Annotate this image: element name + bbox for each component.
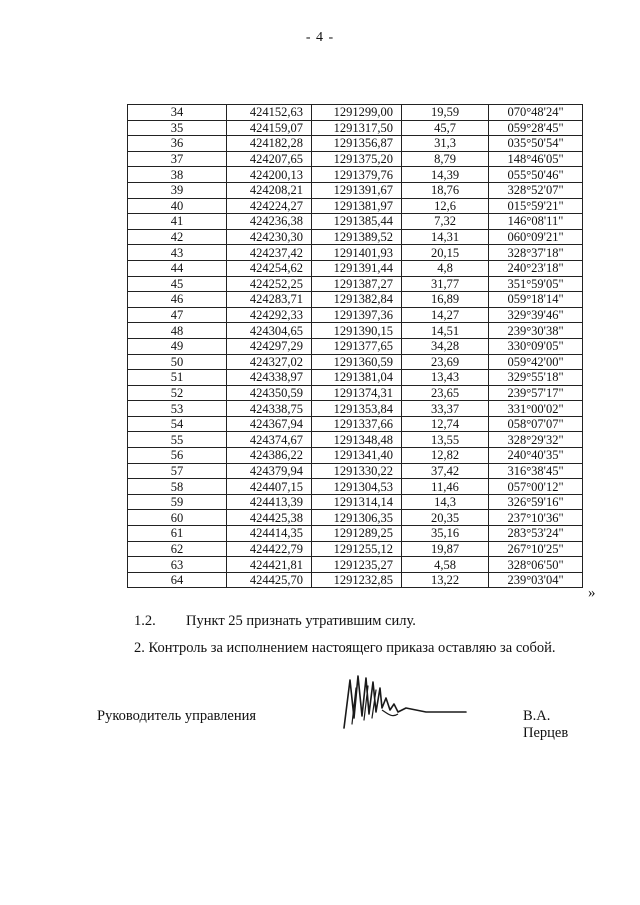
table-row bbox=[128, 260, 583, 276]
table-row bbox=[128, 557, 583, 573]
length-cell: 4,58 bbox=[402, 557, 489, 573]
point-number-cell: 49 bbox=[128, 338, 227, 354]
length-cell: 14,27 bbox=[402, 307, 489, 323]
point-number-cell: 36 bbox=[128, 136, 227, 152]
item-2 bbox=[134, 640, 556, 657]
y-coordinate-cell: 1291391,67 bbox=[312, 182, 402, 198]
y-coordinate-cell: 1291390,15 bbox=[312, 323, 402, 339]
table-row bbox=[128, 136, 583, 152]
y-coordinate-cell: 1291381,97 bbox=[312, 198, 402, 214]
length-cell: 34,28 bbox=[402, 338, 489, 354]
table-row bbox=[128, 510, 583, 526]
bearing-cell: 015°59'21" bbox=[489, 198, 583, 214]
length-cell: 11,46 bbox=[402, 479, 489, 495]
bearing-cell: 060°09'21" bbox=[489, 229, 583, 245]
x-coordinate-cell: 424254,62 bbox=[227, 260, 312, 276]
table-row bbox=[128, 370, 583, 386]
signer-title: Руководитель управления bbox=[97, 708, 257, 724]
table-row bbox=[128, 105, 583, 121]
length-cell: 45,7 bbox=[402, 120, 489, 136]
point-number-cell: 62 bbox=[128, 541, 227, 557]
table-row bbox=[128, 526, 583, 542]
y-coordinate-cell: 1291255,12 bbox=[312, 541, 402, 557]
y-coordinate-cell: 1291356,87 bbox=[312, 136, 402, 152]
y-coordinate-cell: 1291317,50 bbox=[312, 120, 402, 136]
bearing-cell: 328°29'32" bbox=[489, 432, 583, 448]
length-cell: 23,65 bbox=[402, 385, 489, 401]
y-coordinate-cell: 1291391,44 bbox=[312, 260, 402, 276]
point-number-cell: 40 bbox=[128, 198, 227, 214]
length-cell: 7,32 bbox=[402, 214, 489, 230]
bearing-cell: 316°38'45" bbox=[489, 463, 583, 479]
closing-quote: » bbox=[588, 585, 596, 601]
table-row bbox=[128, 401, 583, 417]
bearing-cell: 267°10'25" bbox=[489, 541, 583, 557]
length-cell: 19,87 bbox=[402, 541, 489, 557]
x-coordinate-cell: 424338,75 bbox=[227, 401, 312, 417]
bearing-cell: 059°28'45" bbox=[489, 120, 583, 136]
bearing-cell: 328°52'07" bbox=[489, 182, 583, 198]
point-number-cell: 61 bbox=[128, 526, 227, 542]
table-row bbox=[128, 494, 583, 510]
table-row bbox=[128, 276, 583, 292]
table-row bbox=[128, 385, 583, 401]
length-cell: 8,79 bbox=[402, 151, 489, 167]
point-number-cell: 50 bbox=[128, 354, 227, 370]
y-coordinate-cell: 1291304,53 bbox=[312, 479, 402, 495]
table-row bbox=[128, 151, 583, 167]
x-coordinate-cell: 424379,94 bbox=[227, 463, 312, 479]
y-coordinate-cell: 1291353,84 bbox=[312, 401, 402, 417]
item-1-2 bbox=[134, 613, 416, 630]
length-cell: 37,42 bbox=[402, 463, 489, 479]
table-row bbox=[128, 338, 583, 354]
y-coordinate-cell: 1291337,66 bbox=[312, 416, 402, 432]
point-number-cell: 51 bbox=[128, 370, 227, 386]
table-row bbox=[128, 541, 583, 557]
length-cell: 14,3 bbox=[402, 494, 489, 510]
x-coordinate-cell: 424413,39 bbox=[227, 494, 312, 510]
y-coordinate-cell: 1291360,59 bbox=[312, 354, 402, 370]
x-coordinate-cell: 424224,27 bbox=[227, 198, 312, 214]
bearing-cell: 330°09'05" bbox=[489, 338, 583, 354]
y-coordinate-cell: 1291397,36 bbox=[312, 307, 402, 323]
y-coordinate-cell: 1291232,85 bbox=[312, 572, 402, 588]
length-cell: 20,35 bbox=[402, 510, 489, 526]
item-1-2-text: Пункт 25 признать утратившим силу. bbox=[186, 613, 416, 629]
table-row bbox=[128, 214, 583, 230]
x-coordinate-cell: 424252,25 bbox=[227, 276, 312, 292]
table-row bbox=[128, 229, 583, 245]
y-coordinate-cell: 1291235,27 bbox=[312, 557, 402, 573]
x-coordinate-cell: 424230,30 bbox=[227, 229, 312, 245]
table-row bbox=[128, 292, 583, 308]
point-number-cell: 64 bbox=[128, 572, 227, 588]
length-cell: 18,76 bbox=[402, 182, 489, 198]
x-coordinate-cell: 424207,65 bbox=[227, 151, 312, 167]
table-row bbox=[128, 307, 583, 323]
length-cell: 12,6 bbox=[402, 198, 489, 214]
point-number-cell: 44 bbox=[128, 260, 227, 276]
y-coordinate-cell: 1291289,25 bbox=[312, 526, 402, 542]
table-row bbox=[128, 416, 583, 432]
table-row bbox=[128, 323, 583, 339]
x-coordinate-cell: 424182,28 bbox=[227, 136, 312, 152]
y-coordinate-cell: 1291375,20 bbox=[312, 151, 402, 167]
point-number-cell: 55 bbox=[128, 432, 227, 448]
bearing-cell: 239°57'17" bbox=[489, 385, 583, 401]
bearing-cell: 057°00'12" bbox=[489, 479, 583, 495]
table-row bbox=[128, 463, 583, 479]
y-coordinate-cell: 1291377,65 bbox=[312, 338, 402, 354]
bearing-cell: 055°50'46" bbox=[489, 167, 583, 183]
table-row bbox=[128, 432, 583, 448]
bearing-cell: 326°59'16" bbox=[489, 494, 583, 510]
point-number-cell: 57 bbox=[128, 463, 227, 479]
length-cell: 12,82 bbox=[402, 448, 489, 464]
y-coordinate-cell: 1291341,40 bbox=[312, 448, 402, 464]
y-coordinate-cell: 1291348,48 bbox=[312, 432, 402, 448]
page-number: - 4 - bbox=[305, 30, 335, 45]
x-coordinate-cell: 424374,67 bbox=[227, 432, 312, 448]
point-number-cell: 63 bbox=[128, 557, 227, 573]
table-row bbox=[128, 354, 583, 370]
bearing-cell: 240°23'18" bbox=[489, 260, 583, 276]
y-coordinate-cell: 1291381,04 bbox=[312, 370, 402, 386]
x-coordinate-cell: 424159,07 bbox=[227, 120, 312, 136]
length-cell: 33,37 bbox=[402, 401, 489, 417]
point-number-cell: 43 bbox=[128, 245, 227, 261]
x-coordinate-cell: 424208,21 bbox=[227, 182, 312, 198]
point-number-cell: 38 bbox=[128, 167, 227, 183]
bearing-cell: 059°18'14" bbox=[489, 292, 583, 308]
coordinates-table bbox=[127, 104, 583, 588]
length-cell: 35,16 bbox=[402, 526, 489, 542]
length-cell: 13,55 bbox=[402, 432, 489, 448]
point-number-cell: 34 bbox=[128, 105, 227, 121]
length-cell: 31,77 bbox=[402, 276, 489, 292]
point-number-cell: 46 bbox=[128, 292, 227, 308]
bearing-cell: 329°39'46" bbox=[489, 307, 583, 323]
y-coordinate-cell: 1291389,52 bbox=[312, 229, 402, 245]
signer-name: В.А. Перцев bbox=[523, 708, 569, 741]
length-cell: 20,15 bbox=[402, 245, 489, 261]
point-number-cell: 41 bbox=[128, 214, 227, 230]
length-cell: 4,8 bbox=[402, 260, 489, 276]
x-coordinate-cell: 424425,38 bbox=[227, 510, 312, 526]
bearing-cell: 240°40'35" bbox=[489, 448, 583, 464]
bearing-cell: 059°42'00" bbox=[489, 354, 583, 370]
point-number-cell: 53 bbox=[128, 401, 227, 417]
table-row bbox=[128, 198, 583, 214]
x-coordinate-cell: 424421,81 bbox=[227, 557, 312, 573]
bearing-cell: 239°30'38" bbox=[489, 323, 583, 339]
y-coordinate-cell: 1291387,27 bbox=[312, 276, 402, 292]
x-coordinate-cell: 424367,94 bbox=[227, 416, 312, 432]
x-coordinate-cell: 424350,59 bbox=[227, 385, 312, 401]
length-cell: 13,22 bbox=[402, 572, 489, 588]
point-number-cell: 39 bbox=[128, 182, 227, 198]
x-coordinate-cell: 424386,22 bbox=[227, 448, 312, 464]
y-coordinate-cell: 1291401,93 bbox=[312, 245, 402, 261]
x-coordinate-cell: 424283,71 bbox=[227, 292, 312, 308]
point-number-cell: 59 bbox=[128, 494, 227, 510]
length-cell: 19,59 bbox=[402, 105, 489, 121]
item-1-2-number: 1.2. bbox=[134, 613, 156, 629]
point-number-cell: 35 bbox=[128, 120, 227, 136]
point-number-cell: 48 bbox=[128, 323, 227, 339]
bearing-cell: 328°37'18" bbox=[489, 245, 583, 261]
bearing-cell: 058°07'07" bbox=[489, 416, 583, 432]
point-number-cell: 45 bbox=[128, 276, 227, 292]
point-number-cell: 47 bbox=[128, 307, 227, 323]
bearing-cell: 351°59'05" bbox=[489, 276, 583, 292]
x-coordinate-cell: 424200,13 bbox=[227, 167, 312, 183]
handwritten-signature bbox=[336, 668, 468, 738]
x-coordinate-cell: 424237,42 bbox=[227, 245, 312, 261]
length-cell: 31,3 bbox=[402, 136, 489, 152]
x-coordinate-cell: 424292,33 bbox=[227, 307, 312, 323]
bearing-cell: 148°46'05" bbox=[489, 151, 583, 167]
table-row bbox=[128, 448, 583, 464]
point-number-cell: 42 bbox=[128, 229, 227, 245]
y-coordinate-cell: 1291314,14 bbox=[312, 494, 402, 510]
table-row bbox=[128, 479, 583, 495]
bearing-cell: 239°03'04" bbox=[489, 572, 583, 588]
point-number-cell: 54 bbox=[128, 416, 227, 432]
length-cell: 14,39 bbox=[402, 167, 489, 183]
point-number-cell: 37 bbox=[128, 151, 227, 167]
length-cell: 14,51 bbox=[402, 323, 489, 339]
bearing-cell: 237°10'36" bbox=[489, 510, 583, 526]
table-row bbox=[128, 572, 583, 588]
length-cell: 23,69 bbox=[402, 354, 489, 370]
x-coordinate-cell: 424152,63 bbox=[227, 105, 312, 121]
table-row bbox=[128, 245, 583, 261]
y-coordinate-cell: 1291306,35 bbox=[312, 510, 402, 526]
x-coordinate-cell: 424422,79 bbox=[227, 541, 312, 557]
y-coordinate-cell: 1291385,44 bbox=[312, 214, 402, 230]
point-number-cell: 60 bbox=[128, 510, 227, 526]
point-number-cell: 52 bbox=[128, 385, 227, 401]
point-number-cell: 56 bbox=[128, 448, 227, 464]
x-coordinate-cell: 424425,70 bbox=[227, 572, 312, 588]
bearing-cell: 146°08'11" bbox=[489, 214, 583, 230]
bearing-cell: 283°53'24" bbox=[489, 526, 583, 542]
table-row bbox=[128, 120, 583, 136]
y-coordinate-cell: 1291382,84 bbox=[312, 292, 402, 308]
x-coordinate-cell: 424297,29 bbox=[227, 338, 312, 354]
x-coordinate-cell: 424327,02 bbox=[227, 354, 312, 370]
bearing-cell: 329°55'18" bbox=[489, 370, 583, 386]
length-cell: 13,43 bbox=[402, 370, 489, 386]
point-number-cell: 58 bbox=[128, 479, 227, 495]
bearing-cell: 331°00'02" bbox=[489, 401, 583, 417]
bearing-cell: 035°50'54" bbox=[489, 136, 583, 152]
y-coordinate-cell: 1291330,22 bbox=[312, 463, 402, 479]
x-coordinate-cell: 424407,15 bbox=[227, 479, 312, 495]
y-coordinate-cell: 1291299,00 bbox=[312, 105, 402, 121]
length-cell: 14,31 bbox=[402, 229, 489, 245]
x-coordinate-cell: 424338,97 bbox=[227, 370, 312, 386]
bearing-cell: 328°06'50" bbox=[489, 557, 583, 573]
x-coordinate-cell: 424304,65 bbox=[227, 323, 312, 339]
x-coordinate-cell: 424236,38 bbox=[227, 214, 312, 230]
y-coordinate-cell: 1291379,76 bbox=[312, 167, 402, 183]
coordinates-table-body bbox=[128, 105, 583, 588]
length-cell: 16,89 bbox=[402, 292, 489, 308]
table-row bbox=[128, 182, 583, 198]
x-coordinate-cell: 424414,35 bbox=[227, 526, 312, 542]
length-cell: 12,74 bbox=[402, 416, 489, 432]
bearing-cell: 070°48'24" bbox=[489, 105, 583, 121]
table-row bbox=[128, 167, 583, 183]
item-2-text: 2. Контроль за исполнением настоящего приказа оставляю за собой. bbox=[134, 640, 556, 656]
y-coordinate-cell: 1291374,31 bbox=[312, 385, 402, 401]
